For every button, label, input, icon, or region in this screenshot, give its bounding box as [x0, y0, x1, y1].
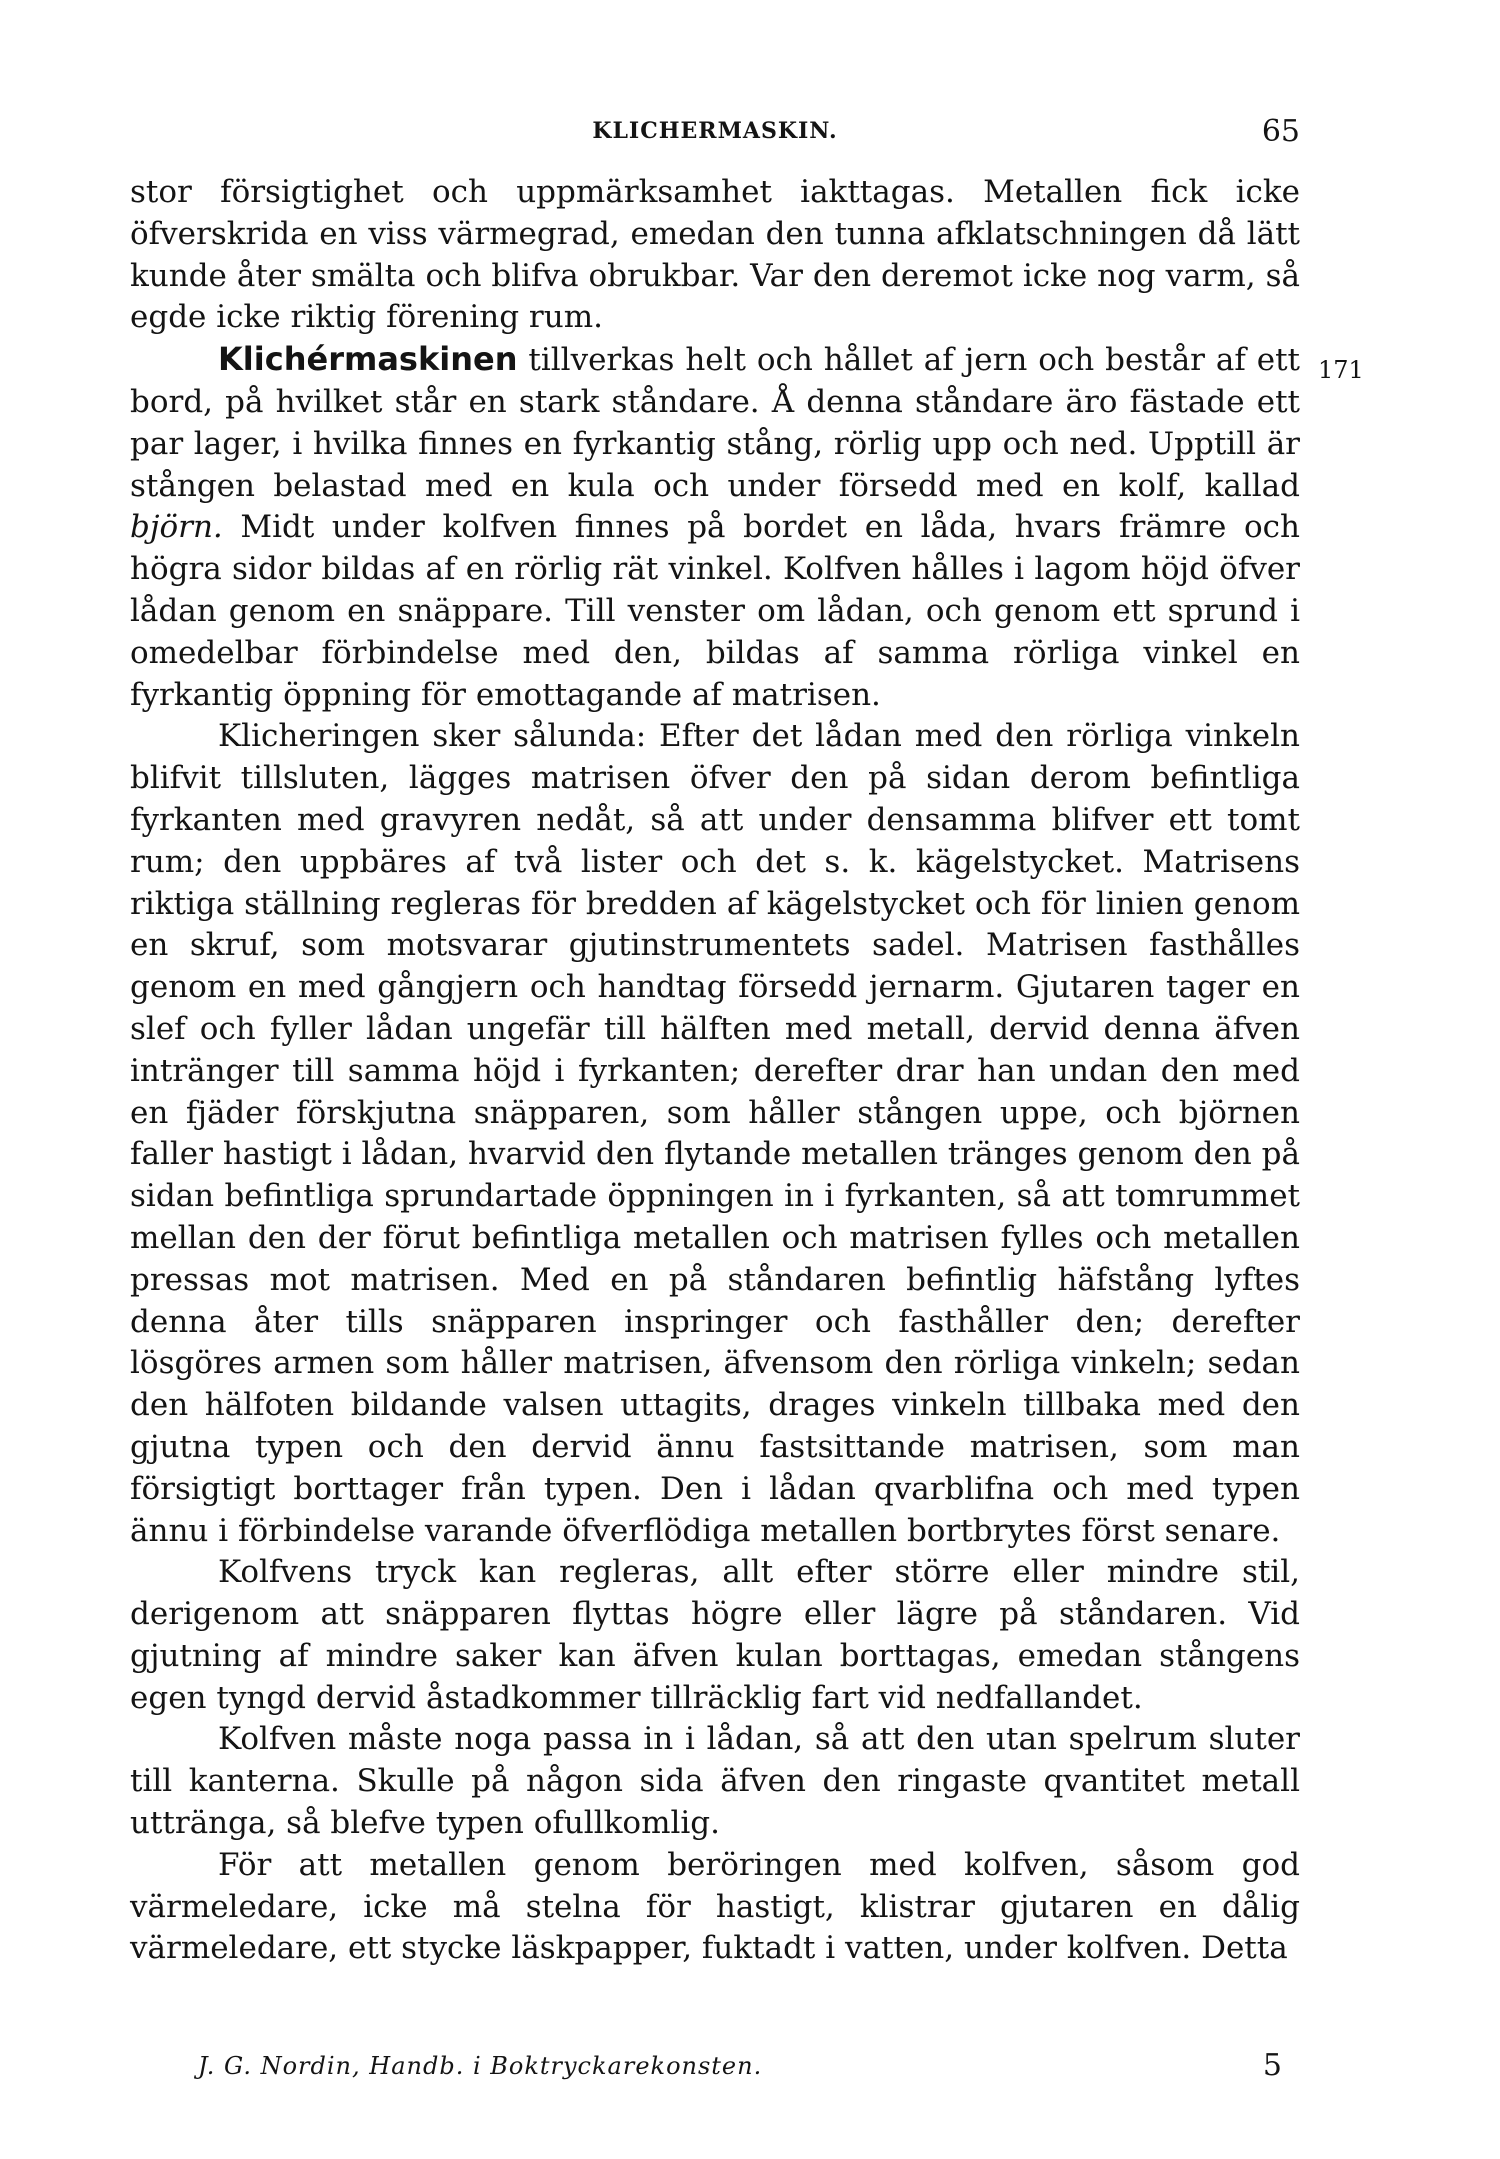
paragraph-text: Klicheringen sker sålunda: Efter det lådan med den rörliga vinkeln blifvit tillsluten, lägges matrisen öfver den på sidan derom befintliga fyrkanten med gravyren nedåt, så att under densamma blifver ett tomt rum; den uppbäres af två lister och det s. k. kägelstycket. Matrisens riktiga ställning regleras för bredden af kägelstycket och för linien genom en skruf, som motsvarar gjutinstrumentets sadel. Matrisen fasthålles genom en med gångjern och handtag försedd jernarm. Gjutaren tager en slef och fyller lådan ungefär till hälften med metall, dervid denna äfven intränger till samma höjd i fyrkanten; derefter drar han undan den med en fjäder förskjutna snäpparen, som håller stången uppe, och björnen faller hastigt i lådan, hvarvid den flytande metallen tränges genom den på sidan befintliga sprundartade öppningen in i fyrkanten, så att tomrummet mellan den der förut befintliga metallen och matrisen fylles och metallen pressas mot matrisen. Med en på ståndaren befintlig häfstång lyftes denna åter tills snäpparen inspringer och fasthåller den; derefter lösgöres armen som håller matrisen, äfvensom den rörliga vinkeln; sedan den hälfoten bildande valsen uttagits, drages vinkeln tillbaka med den gjutna typen och den dervid ännu fastsittande matrisen, som man försigtigt borttager från typen. Den i lådan qvarblifna och med typen ännu i förbindelse varande öfverflödiga metallen bortbrytes först senare. [130, 718, 1300, 1549]
running-title: KLICHERMASKIN. [592, 118, 838, 144]
paragraph [130, 172, 1300, 339]
paragraph [130, 1719, 1300, 1844]
running-head [130, 114, 1300, 158]
paragraph-text: tillverkas helt och hållet af jern och består af ett bord, på hvilket står en stark ståndare. Å denna ståndare äro fästade ett par lager, i hvilka finnes en fyrkantig stång, rörlig upp och ned. Upptill är stången belastad med en kula och under försedd med en kolf, kallad [130, 342, 1300, 504]
paragraph [130, 339, 1300, 716]
body-text [130, 172, 1300, 1970]
paragraph [130, 716, 1300, 1552]
paragraph-text: Midt under kolfven finnes på bordet en låda, hvars främre och högra sidor bildas af en rörlig rät vinkel. Kolfven hålles i lagom höjd öfver lådan genom en snäppare. Till venster om lådan, och genom ett sprund i omedelbar förbindelse med den, bildas af samma rörliga vinkel en fyrkantig öppning för emottagande af matrisen. [130, 509, 1300, 713]
footer-credit: J. G. Nordin, Handb. i Boktryckarekonsten. [198, 2052, 763, 2080]
signature-mark: 5 [1262, 2048, 1282, 2083]
paragraph-text: Kolfvens tryck kan regleras, allt efter större eller mindre stil, derigenom att snäpparen flyttas högre eller lägre på ståndaren. Vid gjutning af mindre saker kan äfven kulan borttagas, emedan stångens egen tyngd dervid åstadkommer tillräcklig fart vid nedfallandet. [130, 1554, 1300, 1716]
paragraph-lead-term: Klichérmaskinen [218, 340, 518, 379]
paragraph [130, 1845, 1300, 1970]
paragraph-text: Kolfven måste noga passa in i lådan, så att den utan spelrum sluter till kanterna. Skulle på någon sida äfven den ringaste qvantitet metall uttränga, så blefve typen ofullkomlig. [130, 1721, 1300, 1842]
paragraph [130, 1552, 1300, 1719]
page-footer [130, 2048, 1300, 2092]
paragraph-text: För att metallen genom beröringen med kolfven, såsom god värmeledare, icke må stelna för hastigt, klistrar gjutaren en dålig värmeledare, ett stycke läskpapper, fuktadt i vatten, under kolfven. Detta [130, 1846, 1300, 1967]
margin-note: 171 [1318, 356, 1364, 384]
paragraph-italic-term: björn. [130, 509, 223, 546]
page-number: 65 [1261, 114, 1300, 149]
paragraph-text: stor försigtighet och uppmärksamhet iakttagas. Metallen fick icke öfverskrida en viss värmegrad, emedan den tunna afklatschningen då lätt kunde åter smälta och blifva obrukbar. Var den deremot icke nog varm, så egde icke riktig förening rum. [130, 174, 1300, 336]
